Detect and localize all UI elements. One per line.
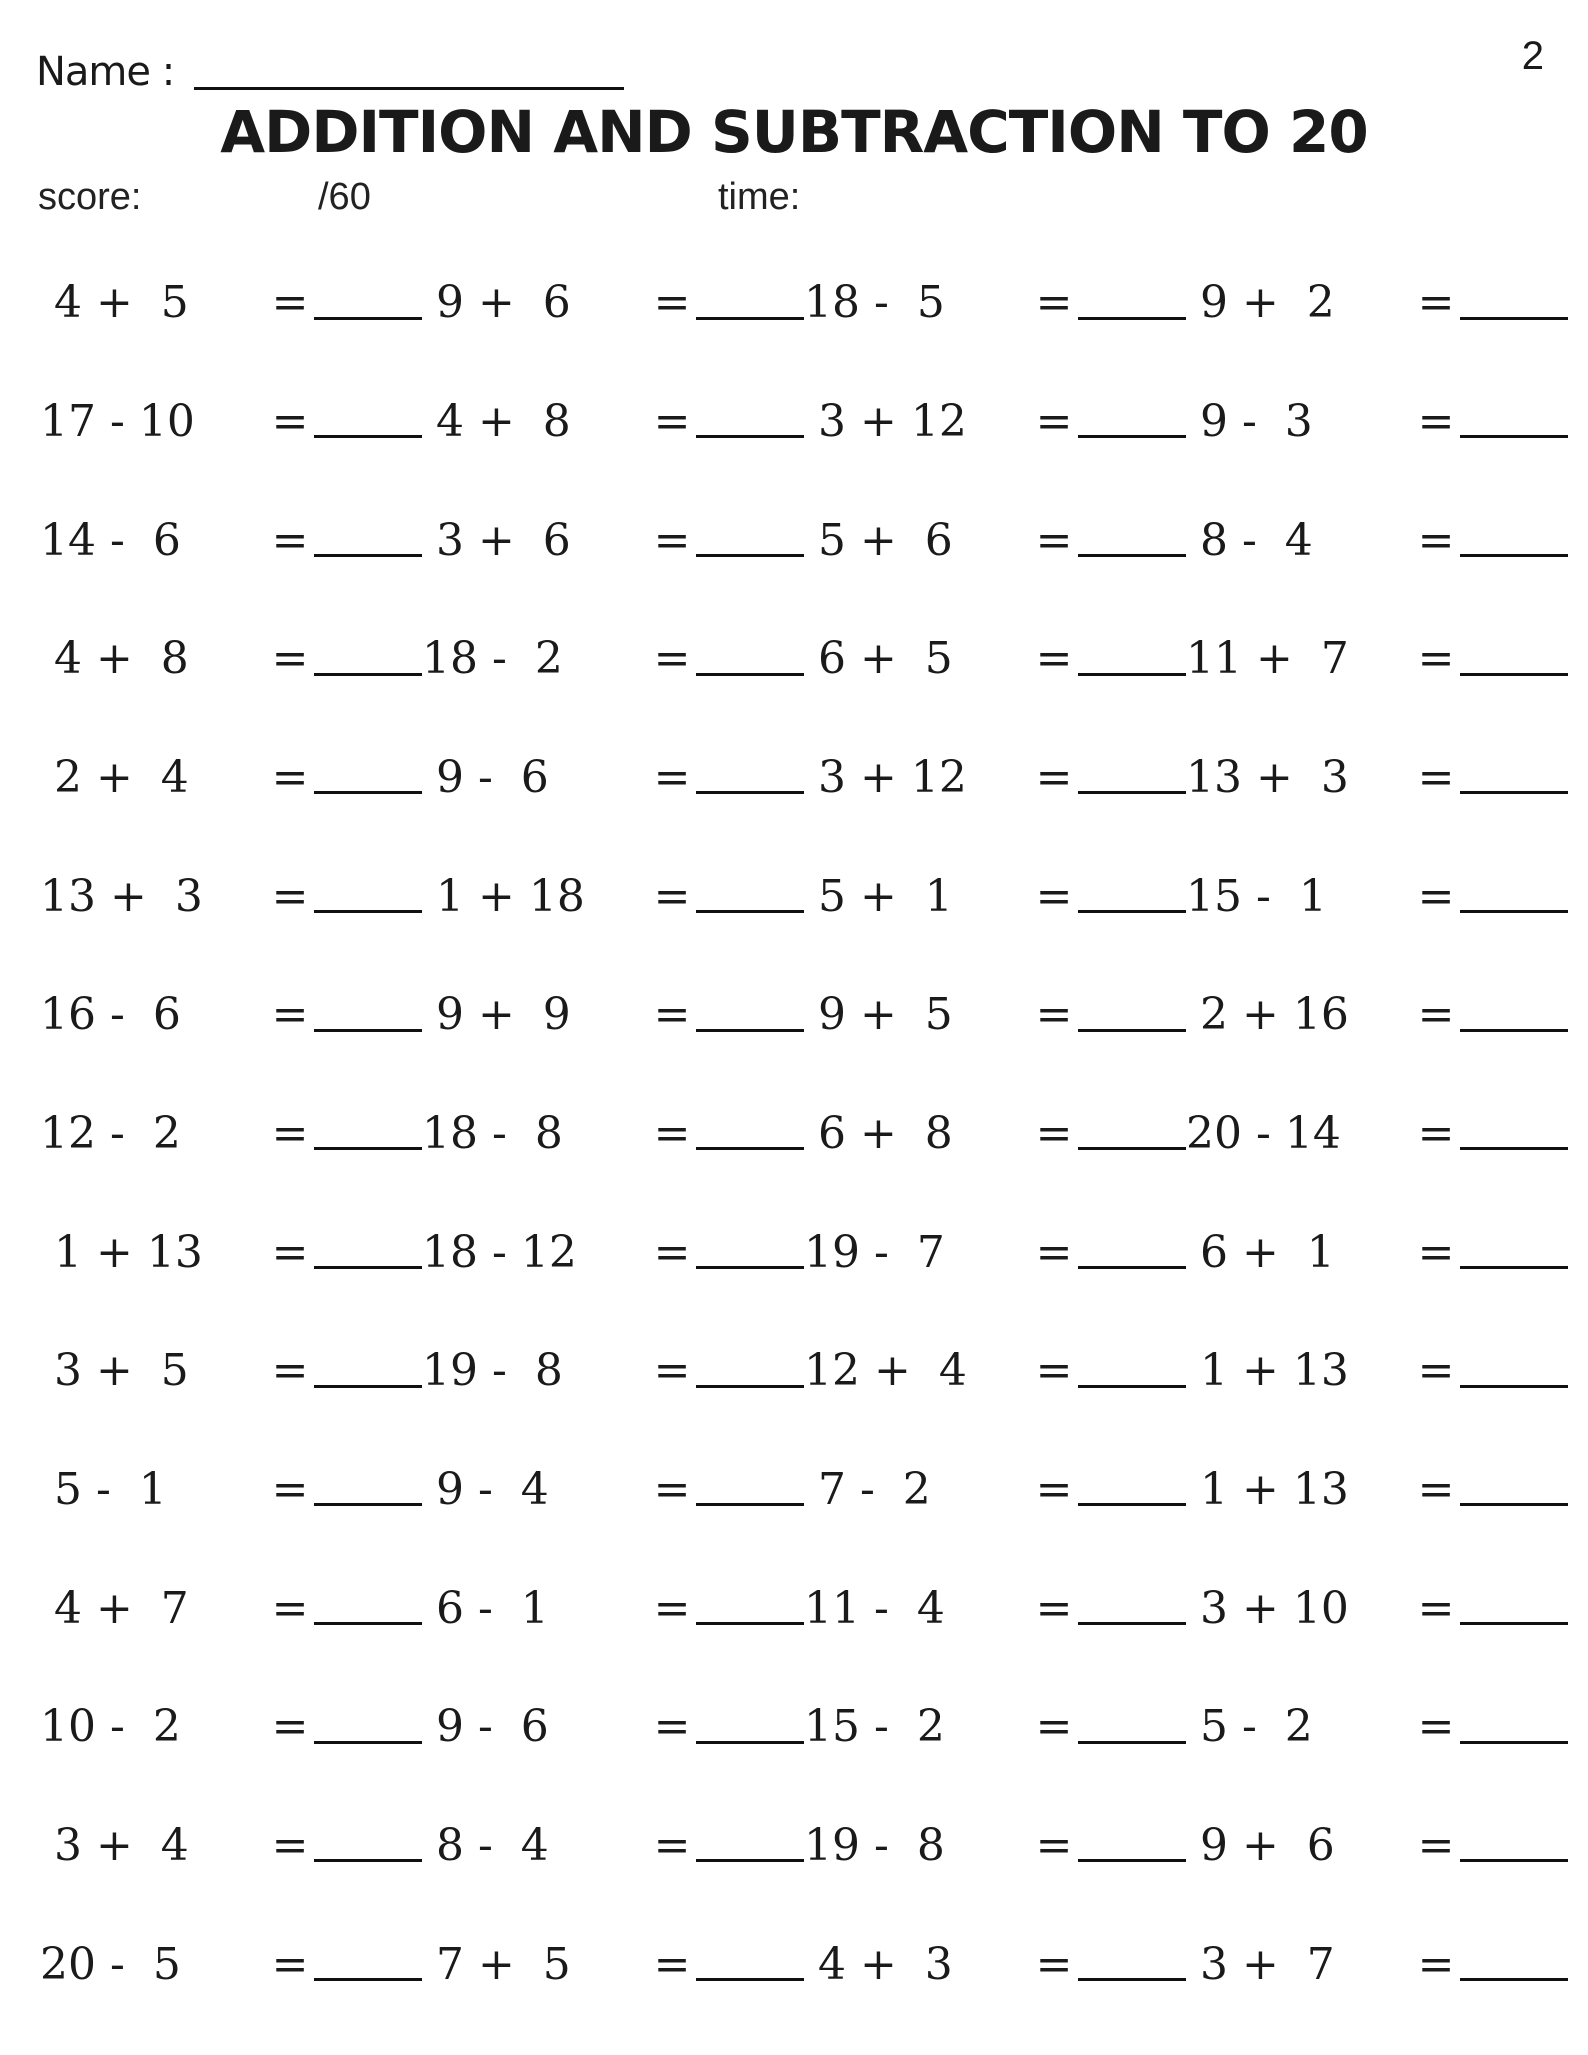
equals-sign: = — [271, 751, 309, 803]
problem-expression: 5 - 1 — [40, 1463, 167, 1515]
problem-expression: 16 - 6 — [40, 989, 181, 1041]
answer-blank[interactable] — [696, 1829, 804, 1862]
equals-sign: = — [271, 514, 309, 566]
math-problem — [40, 1905, 422, 2024]
math-problem — [40, 1668, 422, 1787]
problem-expression: 9 - 4 — [422, 1463, 549, 1515]
math-problem — [804, 600, 1186, 719]
equals-sign: = — [271, 395, 309, 447]
answer-blank[interactable] — [696, 1473, 804, 1506]
math-problem — [1186, 1193, 1568, 1312]
problem-grid — [40, 244, 1550, 2024]
answer-blank[interactable] — [314, 1236, 422, 1269]
equals-sign: = — [653, 989, 691, 1041]
equals-sign: = — [1035, 1701, 1073, 1753]
equals-sign: = — [653, 1701, 691, 1753]
math-problem — [422, 481, 804, 600]
answer-blank[interactable] — [1078, 1473, 1186, 1506]
equals-sign: = — [271, 633, 309, 685]
name-label: Name : — [36, 49, 175, 95]
math-problem — [1186, 956, 1568, 1075]
answer-blank[interactable] — [314, 643, 422, 676]
equals-sign: = — [1417, 1345, 1455, 1397]
problem-expression: 18 - 12 — [422, 1226, 577, 1278]
equals-sign: = — [653, 277, 691, 329]
equals-sign: = — [1035, 1345, 1073, 1397]
answer-blank[interactable] — [696, 405, 804, 438]
math-problem — [1186, 1905, 1568, 2024]
math-problem — [1186, 1312, 1568, 1431]
math-problem — [422, 719, 804, 838]
answer-blank[interactable] — [1460, 1117, 1568, 1150]
equals-sign: = — [1417, 1107, 1455, 1159]
math-problem — [804, 1668, 1186, 1787]
math-problem — [40, 1549, 422, 1668]
problem-expression: 7 + 5 — [422, 1938, 571, 1990]
answer-blank[interactable] — [314, 880, 422, 913]
problem-expression: 20 - 5 — [40, 1938, 181, 1990]
answer-blank[interactable] — [1460, 524, 1568, 557]
answer-blank[interactable] — [1078, 643, 1186, 676]
problem-expression: 3 + 12 — [804, 395, 967, 447]
answer-blank[interactable] — [1078, 1948, 1186, 1981]
equals-sign: = — [1417, 870, 1455, 922]
math-problem — [804, 837, 1186, 956]
equals-sign: = — [271, 1938, 309, 1990]
problem-expression: 4 + 8 — [40, 633, 189, 685]
equals-sign: = — [1035, 751, 1073, 803]
answer-blank[interactable] — [1078, 1592, 1186, 1625]
equals-sign: = — [271, 870, 309, 922]
answer-blank[interactable] — [1460, 1355, 1568, 1388]
answer-blank[interactable] — [696, 880, 804, 913]
answer-blank[interactable] — [1460, 643, 1568, 676]
score-time-row — [38, 176, 1538, 226]
problem-expression: 9 + 2 — [1186, 277, 1335, 329]
problem-expression: 1 + 13 — [1186, 1345, 1349, 1397]
problem-expression: 19 - 8 — [804, 1819, 945, 1871]
problem-expression: 9 - 6 — [422, 1701, 549, 1753]
equals-sign: = — [653, 1938, 691, 1990]
problem-expression: 5 + 1 — [804, 870, 953, 922]
problem-expression: 4 + 5 — [40, 277, 189, 329]
math-problem — [804, 1075, 1186, 1194]
equals-sign: = — [271, 1582, 309, 1634]
problem-expression: 11 - 4 — [804, 1582, 945, 1634]
equals-sign: = — [653, 1819, 691, 1871]
math-problem — [422, 956, 804, 1075]
answer-blank[interactable] — [696, 1117, 804, 1150]
problem-expression: 3 + 6 — [422, 514, 571, 566]
problem-expression: 13 + 3 — [1186, 751, 1349, 803]
problem-expression: 9 - 3 — [1186, 395, 1313, 447]
equals-sign: = — [653, 633, 691, 685]
problem-expression: 7 - 2 — [804, 1463, 931, 1515]
answer-blank[interactable] — [1460, 999, 1568, 1032]
equals-sign: = — [271, 1226, 309, 1278]
math-problem — [1186, 1549, 1568, 1668]
answer-blank[interactable] — [696, 1355, 804, 1388]
math-problem — [40, 244, 422, 363]
problem-expression: 3 + 7 — [1186, 1938, 1335, 1990]
math-problem — [804, 1787, 1186, 1906]
answer-blank[interactable] — [696, 1236, 804, 1269]
problem-expression: 1 + 13 — [1186, 1463, 1349, 1515]
equals-sign: = — [1417, 989, 1455, 1041]
equals-sign: = — [653, 870, 691, 922]
equals-sign: = — [1035, 277, 1073, 329]
equals-sign: = — [1035, 989, 1073, 1041]
math-problem — [422, 837, 804, 956]
answer-blank[interactable] — [1460, 1711, 1568, 1744]
math-problem — [40, 1193, 422, 1312]
answer-blank[interactable] — [314, 1473, 422, 1506]
math-problem — [1186, 719, 1568, 838]
score-total: /60 — [318, 176, 371, 218]
problem-expression: 2 + 4 — [40, 751, 189, 803]
answer-blank[interactable] — [696, 999, 804, 1032]
equals-sign: = — [1417, 1701, 1455, 1753]
math-problem — [804, 481, 1186, 600]
answer-blank[interactable] — [1078, 880, 1186, 913]
problem-expression: 18 - 5 — [804, 277, 945, 329]
math-problem — [40, 1787, 422, 1906]
equals-sign: = — [1035, 1226, 1073, 1278]
answer-blank[interactable] — [696, 1711, 804, 1744]
name-blank-line[interactable] — [194, 86, 624, 90]
equals-sign: = — [1417, 1938, 1455, 1990]
problem-expression: 6 + 8 — [804, 1107, 953, 1159]
math-problem — [422, 1431, 804, 1550]
score-label: score: — [38, 176, 142, 218]
math-problem — [40, 1431, 422, 1550]
equals-sign: = — [1417, 633, 1455, 685]
equals-sign: = — [1035, 1819, 1073, 1871]
problem-expression: 17 - 10 — [40, 395, 195, 447]
time-label: time: — [718, 176, 801, 218]
answer-blank[interactable] — [1078, 524, 1186, 557]
math-problem — [1186, 1431, 1568, 1550]
problem-expression: 6 - 1 — [422, 1582, 549, 1634]
problem-expression: 18 - 2 — [422, 633, 563, 685]
math-problem — [422, 244, 804, 363]
equals-sign: = — [271, 1345, 309, 1397]
math-problem — [804, 363, 1186, 482]
equals-sign: = — [1417, 277, 1455, 329]
problem-expression: 1 + 13 — [40, 1226, 203, 1278]
worksheet-title: ADDITION AND SUBTRACTION TO 20 — [220, 98, 1368, 166]
equals-sign: = — [1035, 1107, 1073, 1159]
problem-expression: 2 + 16 — [1186, 989, 1349, 1041]
math-problem — [1186, 244, 1568, 363]
answer-blank[interactable] — [1078, 761, 1186, 794]
answer-blank[interactable] — [696, 1592, 804, 1625]
math-problem — [40, 837, 422, 956]
answer-blank[interactable] — [1078, 287, 1186, 320]
problem-expression: 9 + 6 — [1186, 1819, 1335, 1871]
math-problem — [40, 600, 422, 719]
problem-expression: 20 - 14 — [1186, 1107, 1341, 1159]
math-problem — [40, 719, 422, 838]
equals-sign: = — [271, 1463, 309, 1515]
equals-sign: = — [271, 989, 309, 1041]
problem-expression: 6 + 1 — [1186, 1226, 1335, 1278]
problem-expression: 18 - 8 — [422, 1107, 563, 1159]
equals-sign: = — [1417, 751, 1455, 803]
problem-expression: 3 + 10 — [1186, 1582, 1349, 1634]
answer-blank[interactable] — [314, 524, 422, 557]
answer-blank[interactable] — [1078, 1829, 1186, 1862]
equals-sign: = — [653, 1226, 691, 1278]
math-problem — [1186, 363, 1568, 482]
answer-blank[interactable] — [1460, 1592, 1568, 1625]
math-problem — [1186, 1075, 1568, 1194]
answer-blank[interactable] — [1460, 761, 1568, 794]
answer-blank[interactable] — [314, 1117, 422, 1150]
math-problem — [804, 956, 1186, 1075]
answer-blank[interactable] — [696, 287, 804, 320]
answer-blank[interactable] — [696, 643, 804, 676]
problem-expression: 1 + 18 — [422, 870, 585, 922]
math-problem — [422, 1075, 804, 1194]
equals-sign: = — [1035, 870, 1073, 922]
math-problem — [40, 1312, 422, 1431]
equals-sign: = — [1417, 514, 1455, 566]
equals-sign: = — [1035, 1938, 1073, 1990]
answer-blank[interactable] — [314, 761, 422, 794]
answer-blank[interactable] — [314, 999, 422, 1032]
answer-blank[interactable] — [1078, 1355, 1186, 1388]
answer-blank[interactable] — [696, 524, 804, 557]
answer-blank[interactable] — [314, 1948, 422, 1981]
answer-blank[interactable] — [1078, 1117, 1186, 1150]
equals-sign: = — [653, 1345, 691, 1397]
answer-blank[interactable] — [1078, 405, 1186, 438]
answer-blank[interactable] — [696, 761, 804, 794]
math-problem — [422, 600, 804, 719]
problem-expression: 11 + 7 — [1186, 633, 1349, 685]
equals-sign: = — [653, 395, 691, 447]
math-problem — [1186, 481, 1568, 600]
equals-sign: = — [271, 277, 309, 329]
problem-expression: 4 + 8 — [422, 395, 571, 447]
answer-blank[interactable] — [1078, 1236, 1186, 1269]
equals-sign: = — [1417, 395, 1455, 447]
equals-sign: = — [1035, 1582, 1073, 1634]
math-problem — [40, 956, 422, 1075]
page-number: 2 — [1521, 34, 1544, 78]
math-problem — [40, 363, 422, 482]
math-problem — [422, 363, 804, 482]
problem-expression: 5 + 6 — [804, 514, 953, 566]
equals-sign: = — [1417, 1463, 1455, 1515]
answer-blank[interactable] — [314, 1711, 422, 1744]
math-problem — [422, 1312, 804, 1431]
answer-blank[interactable] — [1460, 1948, 1568, 1981]
problem-expression: 9 + 5 — [804, 989, 953, 1041]
equals-sign: = — [1035, 395, 1073, 447]
equals-sign: = — [1035, 633, 1073, 685]
equals-sign: = — [653, 514, 691, 566]
equals-sign: = — [271, 1701, 309, 1753]
problem-expression: 19 - 8 — [422, 1345, 563, 1397]
answer-blank[interactable] — [314, 1829, 422, 1862]
problem-expression: 4 + 3 — [804, 1938, 953, 1990]
problem-expression: 5 - 2 — [1186, 1701, 1313, 1753]
equals-sign: = — [1035, 514, 1073, 566]
problem-expression: 10 - 2 — [40, 1701, 181, 1753]
math-problem — [804, 1431, 1186, 1550]
problem-expression: 15 - 1 — [1186, 870, 1327, 922]
math-problem — [422, 1193, 804, 1312]
math-problem — [1186, 837, 1568, 956]
problem-expression: 3 + 5 — [40, 1345, 189, 1397]
problem-expression: 12 + 4 — [804, 1345, 967, 1397]
math-problem — [422, 1668, 804, 1787]
math-problem — [422, 1905, 804, 2024]
equals-sign: = — [1417, 1819, 1455, 1871]
equals-sign: = — [1417, 1226, 1455, 1278]
answer-blank[interactable] — [314, 1592, 422, 1625]
answer-blank[interactable] — [1460, 287, 1568, 320]
answer-blank[interactable] — [314, 405, 422, 438]
problem-expression: 6 + 5 — [804, 633, 953, 685]
answer-blank[interactable] — [1460, 405, 1568, 438]
answer-blank[interactable] — [1460, 1829, 1568, 1862]
math-problem — [422, 1787, 804, 1906]
answer-blank[interactable] — [1078, 1711, 1186, 1744]
problem-expression: 15 - 2 — [804, 1701, 945, 1753]
math-problem — [1186, 600, 1568, 719]
problem-expression: 4 + 7 — [40, 1582, 189, 1634]
math-problem — [804, 1549, 1186, 1668]
answer-blank[interactable] — [1078, 999, 1186, 1032]
answer-blank[interactable] — [314, 1355, 422, 1388]
equals-sign: = — [271, 1107, 309, 1159]
problem-expression: 13 + 3 — [40, 870, 203, 922]
answer-blank[interactable] — [1460, 1473, 1568, 1506]
problem-expression: 12 - 2 — [40, 1107, 181, 1159]
answer-blank[interactable] — [1460, 880, 1568, 913]
problem-expression: 9 + 9 — [422, 989, 571, 1041]
math-problem — [804, 719, 1186, 838]
problem-expression: 9 - 6 — [422, 751, 549, 803]
equals-sign: = — [653, 751, 691, 803]
math-problem — [804, 1193, 1186, 1312]
math-problem — [804, 244, 1186, 363]
problem-expression: 8 - 4 — [1186, 514, 1313, 566]
equals-sign: = — [653, 1107, 691, 1159]
answer-blank[interactable] — [314, 287, 422, 320]
problem-expression: 14 - 6 — [40, 514, 181, 566]
math-problem — [1186, 1668, 1568, 1787]
math-problem — [40, 481, 422, 600]
answer-blank[interactable] — [1460, 1236, 1568, 1269]
math-problem — [804, 1905, 1186, 2024]
problem-expression: 19 - 7 — [804, 1226, 945, 1278]
problem-expression: 3 + 4 — [40, 1819, 189, 1871]
equals-sign: = — [653, 1463, 691, 1515]
equals-sign: = — [271, 1819, 309, 1871]
problem-expression: 8 - 4 — [422, 1819, 549, 1871]
equals-sign: = — [1035, 1463, 1073, 1515]
name-field-row — [36, 36, 624, 96]
problem-expression: 3 + 12 — [804, 751, 967, 803]
answer-blank[interactable] — [696, 1948, 804, 1981]
equals-sign: = — [653, 1582, 691, 1634]
problem-expression: 9 + 6 — [422, 277, 571, 329]
math-problem — [1186, 1787, 1568, 1906]
math-problem — [422, 1549, 804, 1668]
math-problem — [40, 1075, 422, 1194]
equals-sign: = — [1417, 1582, 1455, 1634]
math-problem — [804, 1312, 1186, 1431]
